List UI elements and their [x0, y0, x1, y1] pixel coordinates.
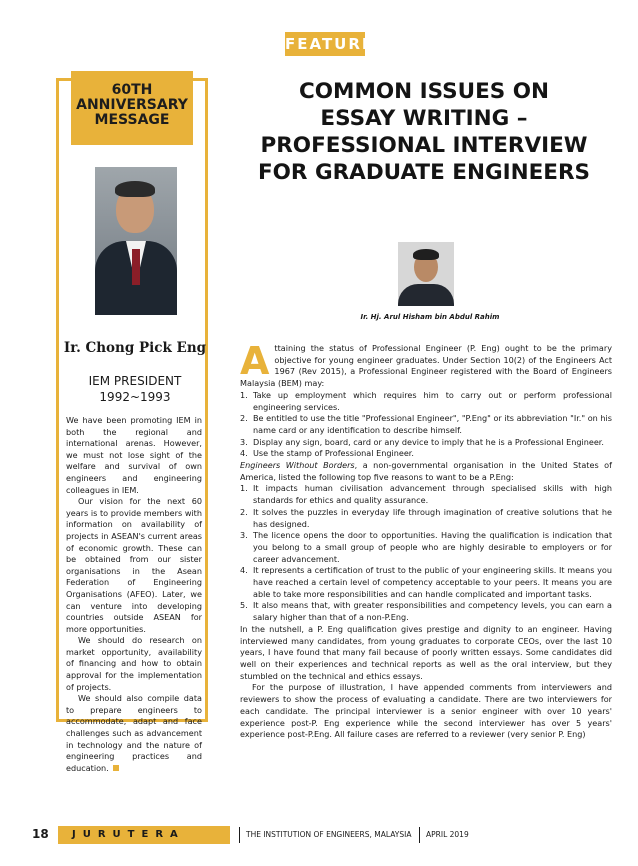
anniversary-sidebar [56, 78, 208, 773]
drop-cap: A [240, 339, 270, 383]
anniversary-ribbon [71, 71, 193, 145]
president-portrait [95, 167, 177, 315]
list-number: 3. [240, 436, 248, 447]
sidebar-paragraph-text: We should also compile data to prepare engineers to accommodate, adapt and face challenges such as advancement in technology and the nature of engineering practices and education. [66, 693, 202, 773]
ewb-text: , a non-governmental organisation in the United States of America, listed the following top five reasons to want to be a P.Eng: [240, 460, 612, 482]
list-number: 5. [240, 600, 248, 611]
list-item [240, 565, 612, 600]
list-item [240, 437, 612, 449]
footer-divider [419, 827, 420, 843]
rights-list [240, 390, 612, 460]
list-number: 2. [240, 506, 248, 517]
page-footer [30, 826, 620, 846]
headline-line: FOR GRADUATE ENGINEERS [257, 160, 591, 185]
list-text: The licence opens the door to opportunities. Having the qualification is indication that you belong to a small group of people who are highly desirable to employers or for career advancement. [253, 530, 612, 564]
list-item [240, 507, 612, 530]
author-caption: Ir. Hj. Arul Hisham bin Abdul Rahim [360, 313, 500, 321]
list-text: It also means that, with greater responsibilities and competency levels, you can earn a salary higher than that of a non-P.Eng. [253, 600, 612, 623]
issue-date: APRIL 2019 [426, 830, 469, 839]
magazine-brand: JURUTERA [58, 826, 230, 844]
nutshell-paragraph: In the nutshell, a P. Eng qualification gives prestige and dignity to an engineer. Having interviewed many candidates, from young graduates to corporate CEOs, over the last 10 years, I have found that many fail because of poorly written essays. Some candidates did well on their experiences and technical reports as well as the oral interview, but they stumbled on the technical and ethics essays. [240, 623, 612, 681]
list-number: 4. [240, 565, 248, 576]
list-number: 1. [240, 483, 248, 494]
headline-line: ESSAY WRITING – [320, 106, 528, 131]
sidebar-paragraph: Our vision for the next 60 years is to provide members with information on availability of projects in ASEAN's current areas of economic growth. These can be obtained from our sister organisations in the Asean Federation of Engineering Organisations (AFEO). Later, we can venture into developing countries outside ASEAN for more opportunities. [66, 496, 202, 634]
publisher-name: THE INSTITUTION OF ENGINEERS, MALAYSIA [246, 830, 412, 839]
list-item [240, 600, 612, 623]
sidebar-paragraph: We should do research on market opportunity, availability of financing and how to obtain approval for the implementation of projects. [66, 635, 202, 692]
headline-line: COMMON ISSUES ON [299, 79, 549, 104]
ewb-paragraph [240, 460, 612, 483]
president-title-line: IEM PRESIDENT [88, 374, 182, 388]
ribbon-line: ANNIVERSARY [76, 97, 188, 113]
sidebar-message [66, 415, 202, 774]
list-text: It represents a certification of trust to the public of your engineering skills. It means you have reached a certain level of competency acceptable to your peers. It means you are able to take more responsibilities and can handle complicated and important tasks. [253, 565, 612, 599]
sidebar-paragraph [66, 693, 202, 774]
list-number: 4. [240, 448, 248, 459]
list-text: Be entitled to use the title "Professional Engineer", "P.Eng" or its abbreviation "Ir." on his name card or any identification to describe himself. [253, 413, 612, 435]
feature-label: FEATURE [285, 32, 365, 56]
list-number: 2. [240, 413, 248, 424]
sidebar-paragraph: We have been promoting IEM in both the regional and international arenas. However, we must not lose sight of the welfare and survival of own engineers and engineering colleagues in IEM. [66, 415, 202, 495]
headline-line: PROFESSIONAL INTERVIEW [260, 133, 588, 158]
list-item [240, 483, 612, 506]
list-text: It impacts human civilisation advancement through specialised skills with high standards for ethics and quality assurance. [253, 483, 612, 506]
end-mark-icon [113, 765, 119, 771]
list-item [240, 530, 612, 565]
list-item [240, 448, 612, 460]
list-number: 1. [240, 389, 248, 400]
ewb-name: Engineers Without Borders [240, 460, 355, 471]
president-title [59, 373, 211, 405]
list-item [240, 413, 612, 436]
ribbon-line: MESSAGE [94, 112, 170, 128]
list-text: Take up employment which requires him to carry out or perform professional engineering services. [253, 389, 612, 412]
article-headline [228, 78, 620, 186]
president-term-line: 1992~1993 [99, 390, 171, 404]
list-text: Use the stamp of Professional Engineer. [253, 448, 414, 459]
president-name: Ir. Chong Pick Eng [63, 340, 207, 356]
list-text: Display any sign, board, card or any device to imply that he is a Professional Engineer. [253, 436, 604, 447]
author-photo [398, 242, 454, 306]
ribbon-line: 60TH [111, 82, 153, 98]
reasons-list [240, 483, 612, 623]
article-body [240, 339, 612, 741]
intro-paragraph [240, 339, 612, 390]
list-text: It solves the puzzles in everyday life through imagination of creative solutions that he has designed. [253, 506, 612, 529]
list-number: 3. [240, 530, 248, 541]
purpose-paragraph: For the purpose of illustration, I have appended comments from interviewers and reviewers to show the process of evaluating a candidate. There are two interviewers for each candidate. The principal interviewer is a senior engineer with over 10 years' experience post-P. Eng experience while the second interviewer has over 5 years' experience post-P.Eng. All failure cases are referred to a reviewer (very senior P. Eng) [240, 682, 612, 740]
page-number: 18 [32, 827, 49, 841]
footer-divider [239, 827, 240, 843]
intro-text: ttaining the status of Professional Engineer (P. Eng) ought to be the primary objective for young engineer graduates. Under Section 10(2) of the Engineers Act 1967 (Rev 2015), a Professional Engineer registered with the Board of Engineers Malaysia (BEM) may: [240, 343, 612, 389]
list-item [240, 390, 612, 413]
